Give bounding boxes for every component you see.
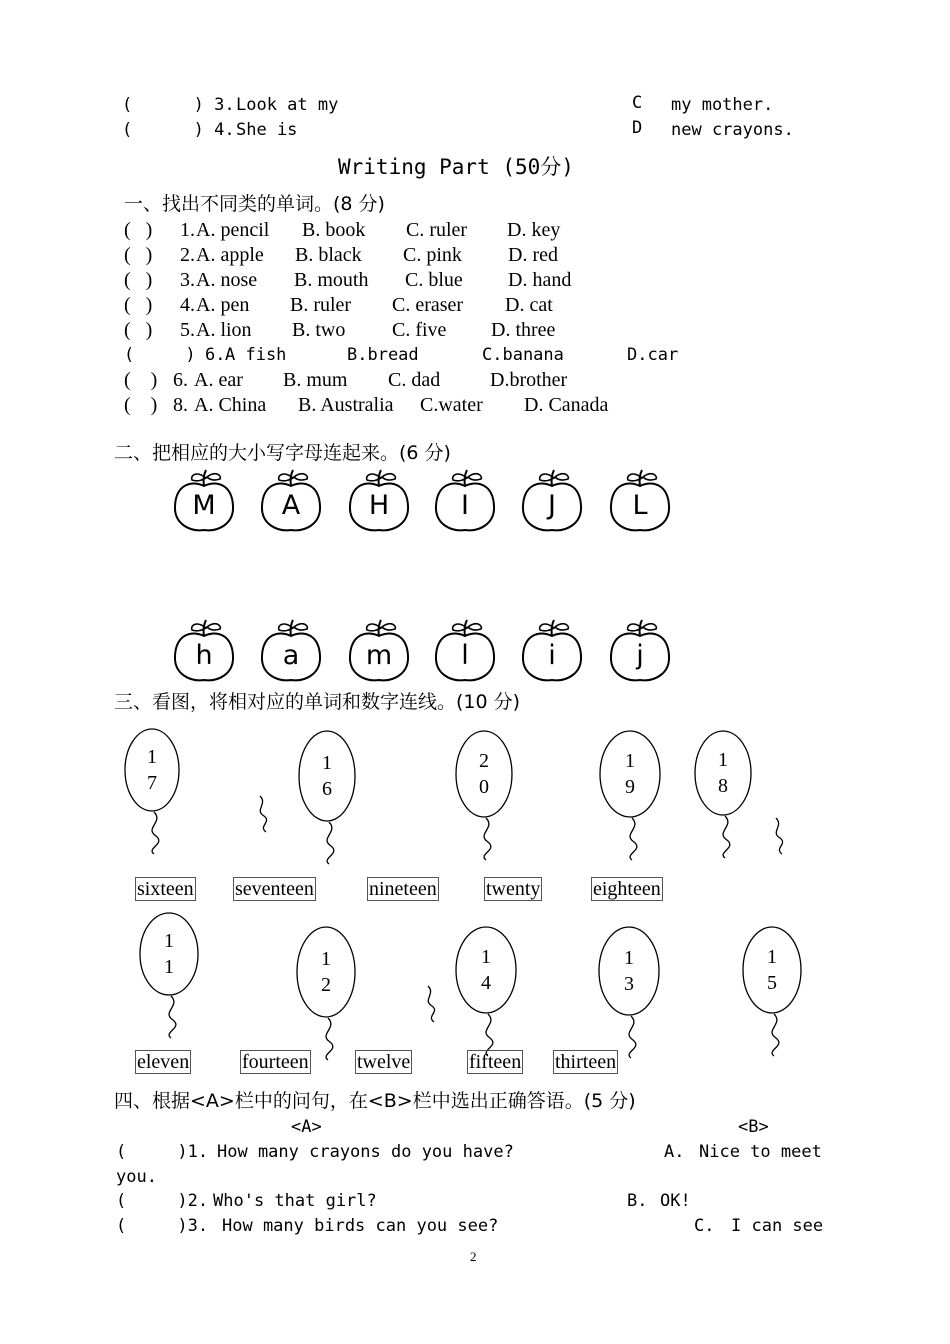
balloon-number [124, 744, 180, 796]
number-word-box: fourteen [242, 1051, 309, 1073]
apple-letter: a [282, 640, 300, 671]
apple-icon [172, 618, 236, 684]
number-word-box: seventeen [235, 878, 314, 900]
apple-letter: H [368, 490, 390, 521]
balloon-icon [599, 730, 661, 862]
match-option-d: D [632, 118, 643, 138]
apple-letter: I [461, 490, 469, 521]
string-squiggle [252, 794, 276, 834]
digit: 2 [321, 974, 331, 996]
digit: 1 [147, 746, 157, 768]
match-text-4: She is [236, 120, 298, 140]
digit: 5 [767, 972, 777, 994]
apple-letter: h [195, 640, 213, 671]
match-text-3: Look at my [236, 95, 339, 115]
number-word-box: sixteen [137, 878, 194, 900]
apple-icon [520, 468, 584, 534]
balloon-icon [742, 926, 802, 1058]
number-word-box: fifteen [469, 1051, 522, 1073]
writing-part-title: Writing Part (50分) [338, 155, 574, 179]
apple-letter: A [281, 490, 301, 521]
match-paren-3: ( ) 3. [122, 95, 235, 115]
number-word-box: nineteen [369, 878, 437, 900]
apple-letter: l [461, 640, 469, 671]
column-b-label: <B> [738, 1117, 769, 1137]
section1-heading: 一、找出不同类的单词。(8 分) [124, 193, 385, 215]
balloon-number [298, 750, 356, 802]
apple-letter: j [636, 640, 644, 671]
apple-icon [172, 468, 236, 534]
digit: 6 [322, 778, 332, 800]
string-squiggle [420, 984, 444, 1024]
balloon-icon [139, 912, 199, 1040]
digit: 1 [164, 930, 174, 952]
balloon-icon [455, 730, 513, 862]
digit: 1 [767, 946, 777, 968]
match-paren-4: ( ) 4. [122, 120, 235, 140]
balloon-icon [124, 728, 180, 856]
balloon-icon [455, 926, 517, 1058]
apple-letter: M [192, 490, 216, 521]
section2-heading: 二、把相应的大小写字母连起来。(6 分) [114, 442, 451, 464]
balloon-number [598, 945, 660, 997]
digit: 3 [624, 973, 634, 995]
digit: 8 [718, 775, 728, 797]
match-option-c: C [632, 93, 643, 113]
digit: 1 [624, 947, 634, 969]
balloon-icon [298, 730, 356, 866]
match-option-d-text: new crayons. [671, 120, 794, 140]
number-word-box: thirteen [555, 1051, 617, 1073]
balloon-number [455, 944, 517, 996]
balloon-number [455, 748, 513, 800]
apple-letter: m [365, 640, 393, 671]
number-word-box: eighteen [593, 878, 661, 900]
balloon-icon [296, 926, 356, 1062]
apple-icon [520, 618, 584, 684]
string-squiggle [768, 816, 792, 856]
balloon-number [139, 928, 199, 980]
apple-icon [259, 618, 323, 684]
number-word-box: twelve [357, 1051, 411, 1073]
digit: 1 [718, 749, 728, 771]
section3-heading: 三、看图，将相对应的单词和数字连线。(10 分) [114, 691, 521, 713]
digit: 4 [481, 972, 491, 994]
digit: 7 [147, 772, 157, 794]
apple-icon [347, 618, 411, 684]
digit: 2 [479, 750, 489, 772]
digit: 1 [322, 752, 332, 774]
apple-icon [608, 468, 672, 534]
digit: 0 [479, 776, 489, 798]
apple-letter: J [548, 490, 556, 521]
digit: 9 [625, 776, 635, 798]
match-option-c-text: my mother. [671, 95, 774, 115]
balloon-icon [694, 730, 752, 860]
number-word-box: eleven [137, 1051, 190, 1073]
number-word-box: twenty [486, 878, 541, 900]
balloon-icon [598, 926, 660, 1060]
digit: 1 [321, 948, 331, 970]
section4-heading: 四、根据<A>栏中的问句，在<B>栏中选出正确答语。(5 分) [114, 1090, 636, 1112]
apple-icon [347, 468, 411, 534]
digit: 1 [481, 946, 491, 968]
digit: 1 [164, 956, 174, 978]
balloon-number [599, 748, 661, 800]
apple-icon [433, 618, 497, 684]
apple-icon [433, 468, 497, 534]
digit: 1 [625, 750, 635, 772]
balloon-number [694, 747, 752, 799]
page-number: 2 [470, 1249, 477, 1264]
apple-icon [259, 468, 323, 534]
balloon-number [742, 944, 802, 996]
column-a-label: <A> [291, 1117, 322, 1137]
apple-icon [608, 618, 672, 684]
apple-letter: i [548, 640, 556, 671]
apple-letter: L [632, 490, 648, 521]
balloon-number [296, 946, 356, 998]
